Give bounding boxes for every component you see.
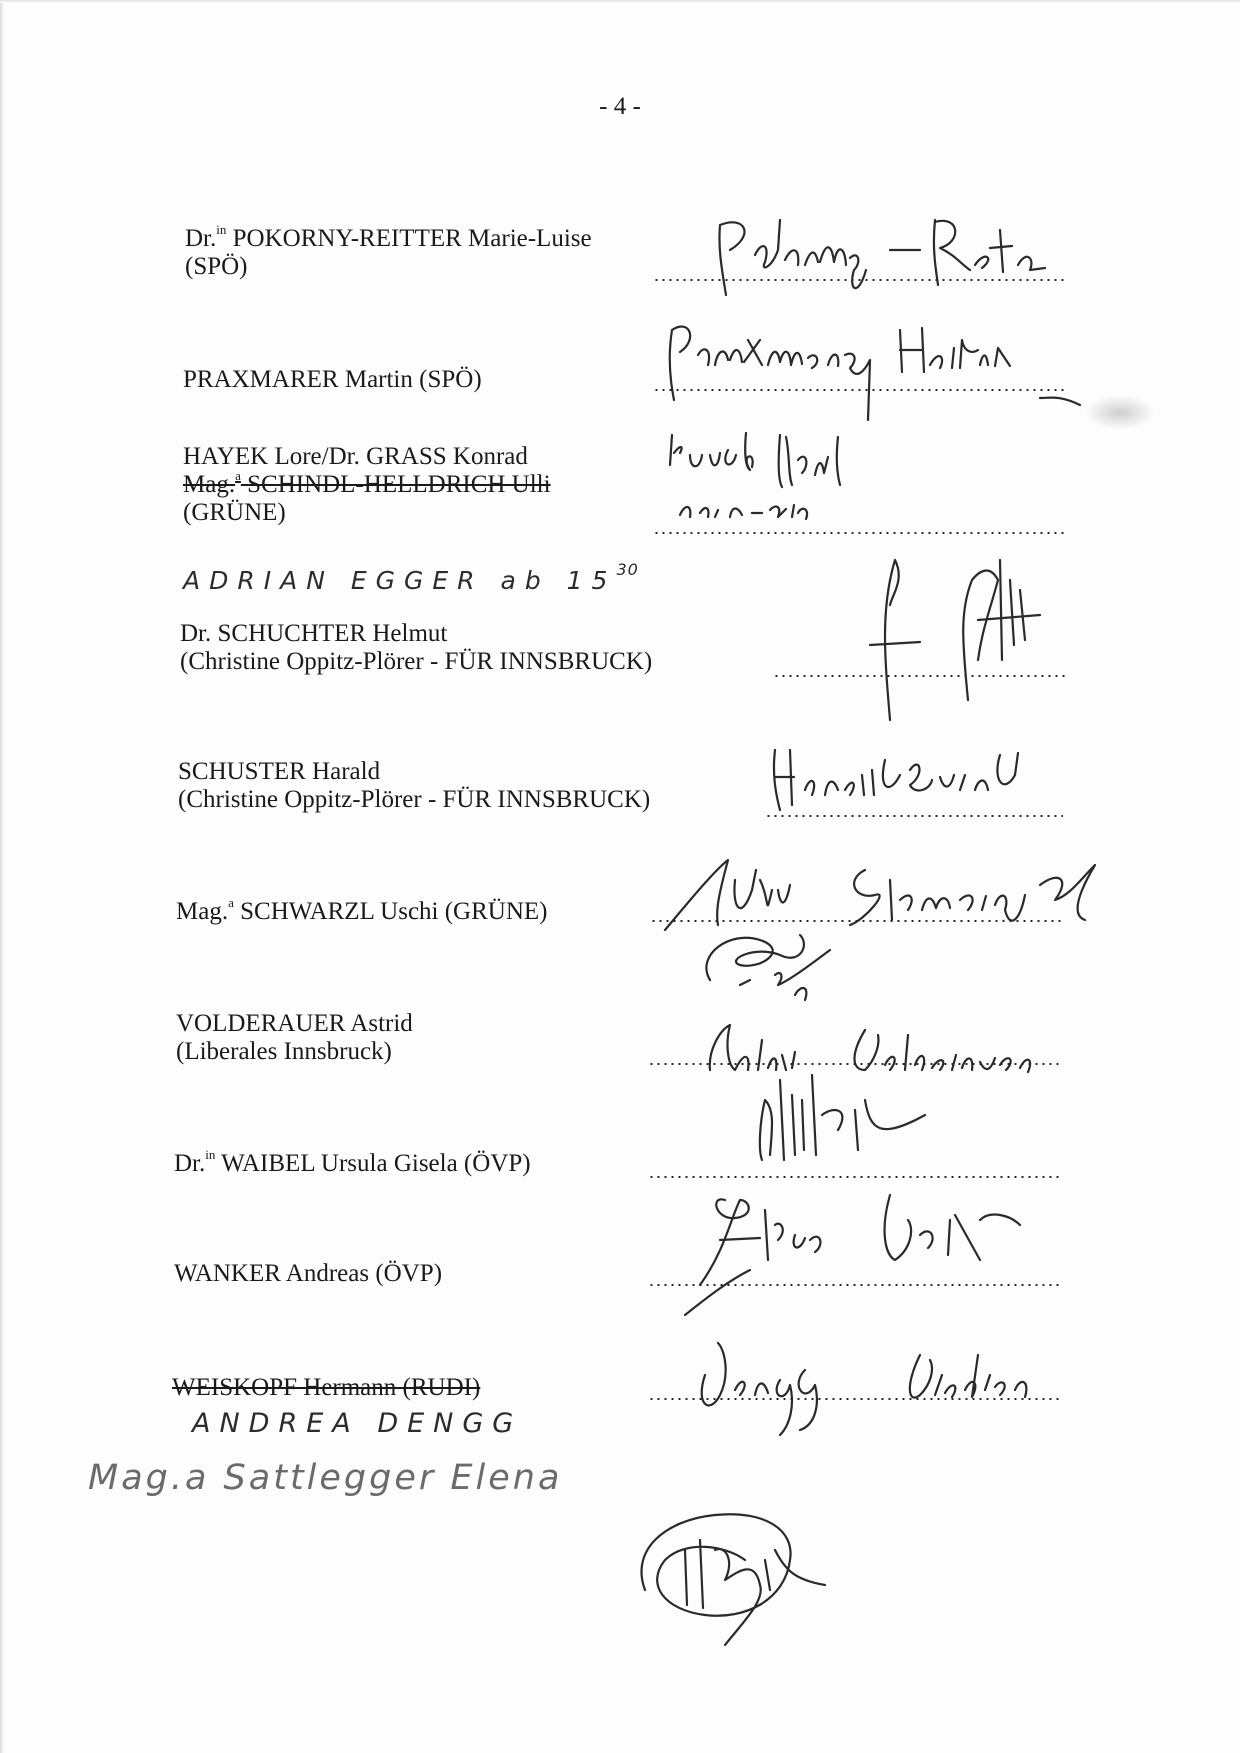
signatory-name: SCHWARZL Uschi (GRÜNE) [233, 898, 548, 925]
signature-egger-icon [850, 550, 1070, 730]
signature-sattlegger-icon [625, 1490, 855, 1660]
signatory-name: POKORNY-REITTER Marie-Luise [226, 225, 592, 252]
signatory-entry [174, 1260, 442, 1288]
signatory-entry [185, 222, 592, 281]
handwritten-time-superscript: 30 [616, 560, 639, 579]
signatory-name: WANKER Andreas (ÖVP) [174, 1260, 443, 1287]
title-superscript: in [205, 1147, 216, 1162]
signatory-entry [183, 366, 482, 394]
signatory-name: WAIBEL Ursula Gisela (ÖVP) [215, 1150, 531, 1177]
title-prefix: Dr. [174, 1150, 206, 1177]
signatory-name-line [176, 895, 548, 926]
scan-edge [0, 0, 4, 1753]
struck-name-text: SCHINDL-HELLDRICH Ulli [240, 471, 551, 498]
title-superscript: a [228, 895, 234, 910]
party-label: (SPÖ) [185, 253, 248, 280]
party-label: (Christine Oppitz-Plörer - FÜR INNSBRUCK) [178, 786, 651, 813]
party-label: (Christine Oppitz-Plörer - FÜR INNSBRUCK) [180, 648, 653, 675]
signatory-name-line [185, 222, 592, 253]
title-superscript: a [235, 468, 241, 483]
signatory-entry [176, 895, 548, 926]
signatory-name: PRAXMARER Martin (SPÖ) [183, 366, 482, 393]
signatory-entry [178, 758, 650, 814]
signature-waibel-icon [740, 1060, 960, 1170]
signature-wanker-icon [680, 1180, 1080, 1320]
signatory-name-line [174, 1147, 531, 1178]
signatory-entry [180, 620, 652, 676]
signature-line [648, 1176, 1061, 1178]
title-superscript: in [216, 222, 227, 237]
signature-praxmarer-icon [660, 310, 1100, 420]
title-prefix: Mag. [183, 471, 236, 498]
handwritten-substitute-note: ANDREA DENGG [192, 1408, 523, 1439]
party-label: (GRÜNE) [183, 499, 286, 526]
page-number: - 4 - [599, 93, 641, 120]
signature-line [765, 815, 1063, 817]
signature-schuster-icon [760, 735, 1050, 815]
signature-dengg-icon [690, 1335, 1080, 1445]
signature-pokorny-reitter-icon [700, 210, 1070, 300]
signatory-entry [174, 1147, 531, 1178]
title-prefix: Dr. [185, 225, 217, 252]
signatory-entry [172, 1374, 480, 1402]
title-prefix: Mag. [176, 898, 229, 925]
signature-volderauer-initials-icon [700, 925, 880, 1015]
handwritten-text: ADRIAN EGGER ab 15 [183, 566, 617, 595]
signatory-name: Dr. SCHUCHTER Helmut [180, 620, 448, 647]
signature-grass-hayek-icon [660, 425, 920, 535]
scan-edge [0, 0, 1240, 3]
struck-signatory-name [183, 468, 551, 499]
handwritten-substitute-note: Mag.a Sattlegger Elena [88, 1458, 563, 1498]
party-label: (Liberales Innsbruck) [176, 1038, 392, 1065]
signatory-entry [183, 443, 551, 527]
signatory-name: SCHUSTER Harald [178, 758, 381, 785]
struck-signatory-name: WEISKOPF Hermann (RUDI) [172, 1374, 481, 1401]
handwritten-substitute-note [183, 560, 639, 595]
signatory-name: VOLDERAUER Astrid [176, 1010, 413, 1037]
signatory-name: HAYEK Lore/Dr. GRASS Konrad [183, 443, 528, 470]
signatory-entry [176, 1010, 413, 1066]
